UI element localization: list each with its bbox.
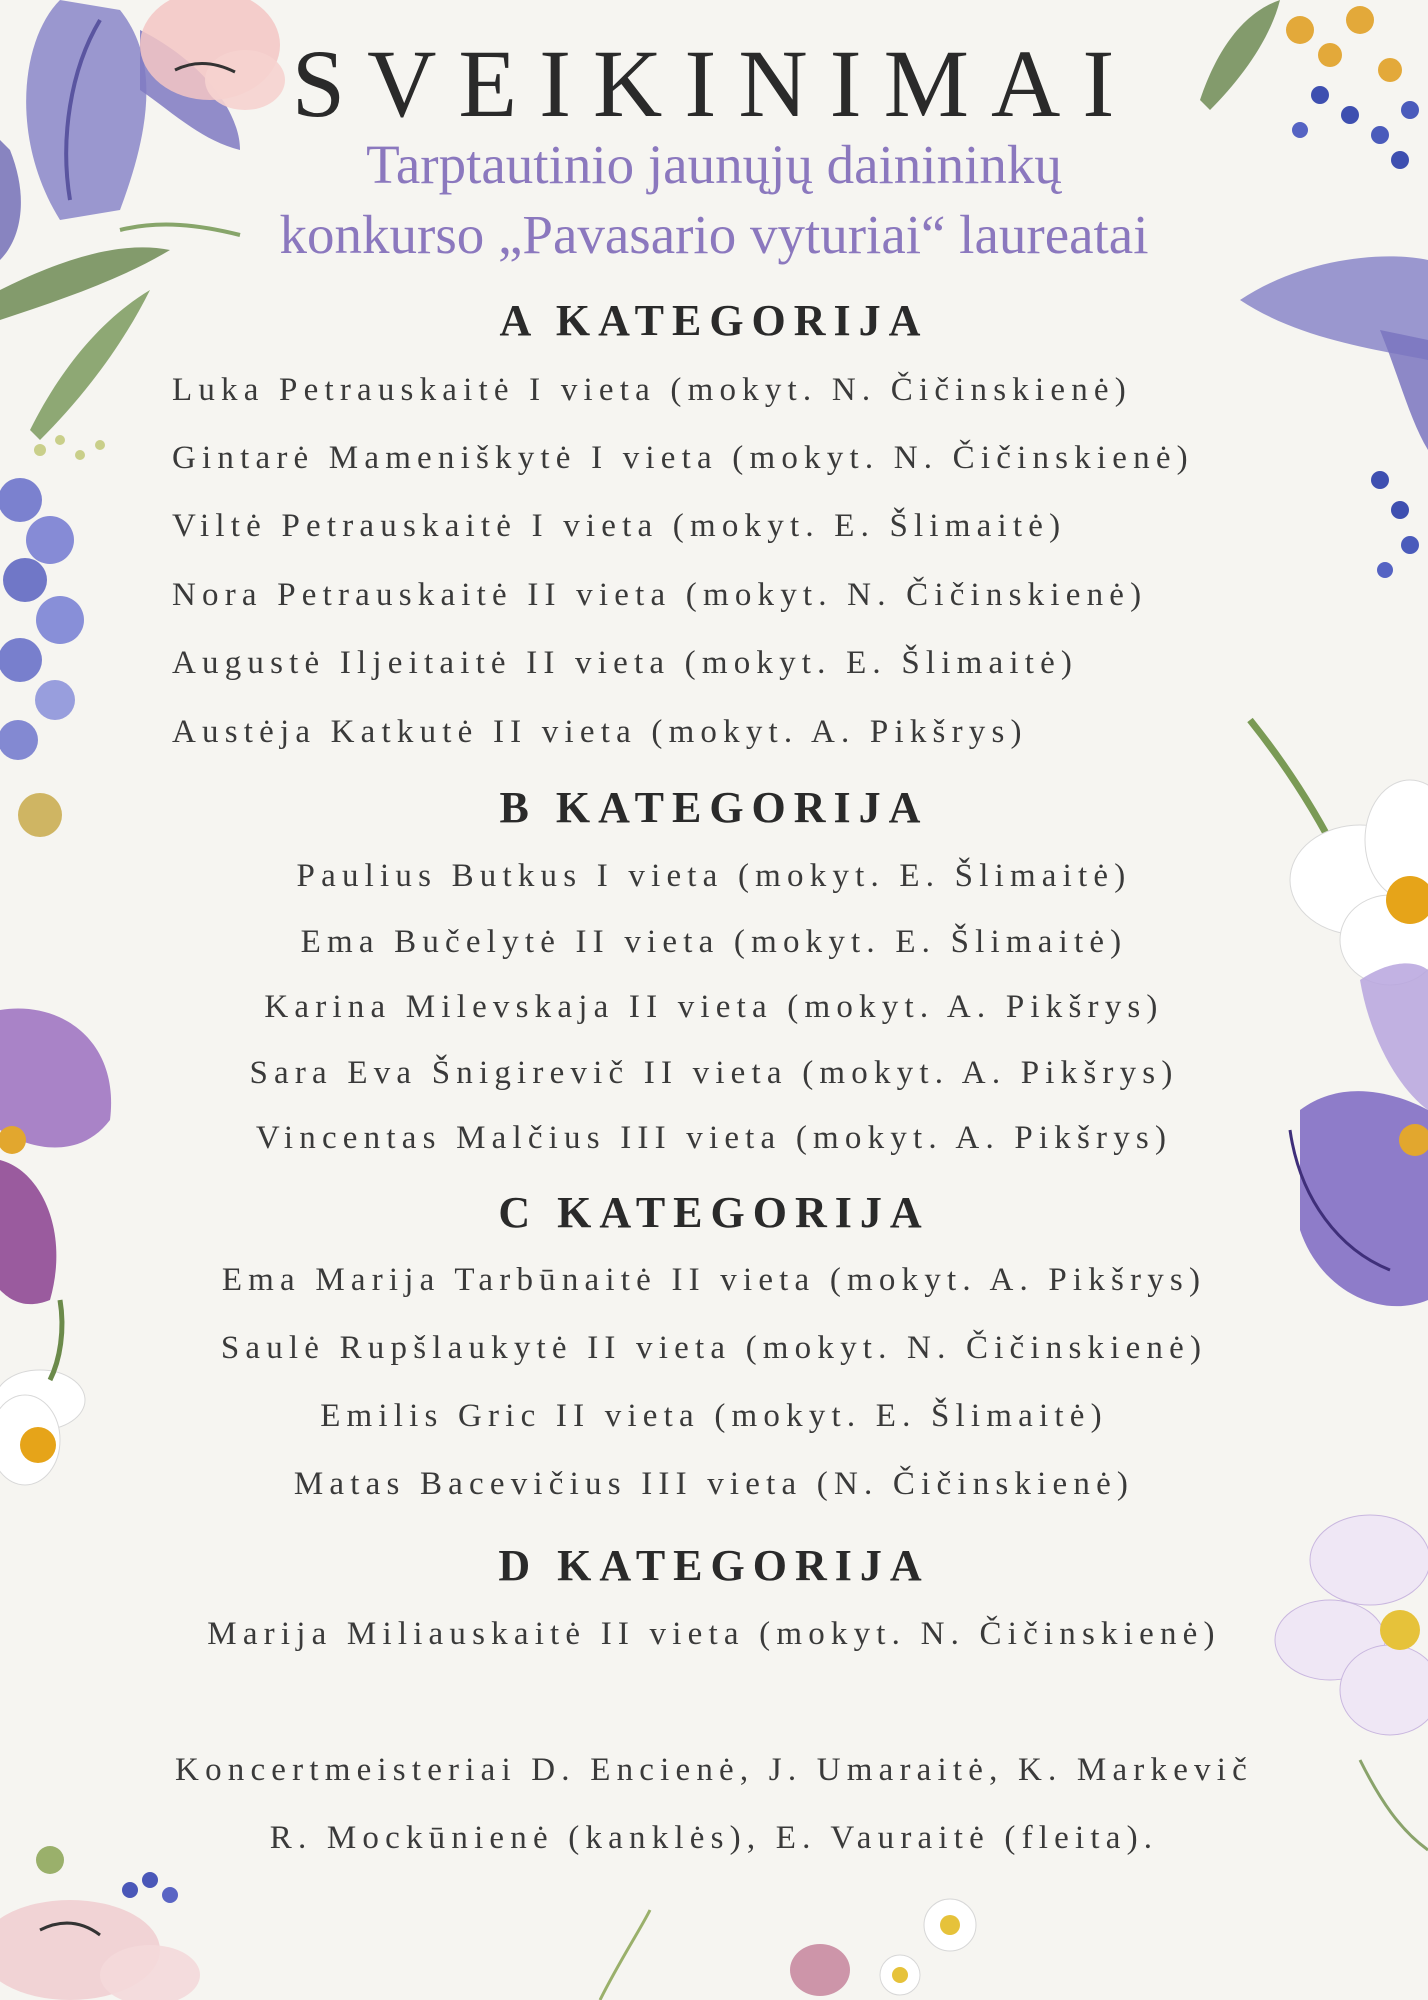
category-c-heading: C KATEGORIJA <box>498 1188 930 1237</box>
list-item: Vincentas Malčius III vieta (mokyt. A. Pikšrys) <box>255 1120 1173 1156</box>
list-item: Viltė Petrauskaitė I vieta (mokyt. E. Šlimaitė) <box>172 508 1067 544</box>
list-item: Marija Miliauskaitė II vieta (mokyt. N. Čičinskienė) <box>207 1616 1221 1652</box>
list-item: Gintarė Mameniškytė I vieta (mokyt. N. Čičinskienė) <box>172 440 1194 476</box>
subtitle-line-1: Tarptautinio jaunųjų dainininkų <box>366 134 1062 195</box>
list-item: Matas Bacevičius III vieta (N. Čičinskienė) <box>293 1466 1135 1502</box>
list-item: Luka Petrauskaitė I vieta (mokyt. N. Čičinskienė) <box>172 372 1132 408</box>
category-a-heading: A KATEGORIJA <box>499 296 929 345</box>
list-item: Saulė Rupšlaukytė II vieta (mokyt. N. Čičinskienė) <box>220 1330 1208 1366</box>
list-item: Ema Marija Tarbūnaitė II vieta (mokyt. A. Pikšrys) <box>221 1262 1207 1298</box>
list-item: Austėja Katkutė II vieta (mokyt. A. Pikšrys) <box>172 714 1028 750</box>
list-item: Augustė Iljeitaitė II vieta (mokyt. E. Šlimaitė) <box>172 645 1079 681</box>
list-item: Nora Petrauskaitė II vieta (mokyt. N. Čičinskienė) <box>172 577 1148 613</box>
list-item: Paulius Butkus I vieta (mokyt. E. Šlimaitė) <box>296 858 1132 894</box>
list-item: Karina Milevskaja II vieta (mokyt. A. Pikšrys) <box>264 989 1164 1025</box>
subtitle <box>160 130 1268 270</box>
list-item: Emilis Gric II vieta (mokyt. E. Šlimaitė) <box>320 1398 1108 1434</box>
page-title: SVEIKINIMAI <box>291 30 1137 137</box>
list-item: Sara Eva Šnigirevič II vieta (mokyt. A. Pikšrys) <box>249 1055 1179 1091</box>
subtitle-line-2: konkurso „Pavasario vyturiai“ laureatai <box>279 204 1149 265</box>
footer-accompanists-line-2: R. Mockūnienė (kanklės), E. Vauraitė (fleita). <box>269 1820 1159 1856</box>
footer-accompanists-line-1: Koncertmeisteriai D. Encienė, J. Umaraitė, K. Markevič <box>175 1752 1253 1788</box>
category-b-heading: B KATEGORIJA <box>499 783 929 832</box>
list-item: Ema Bučelytė II vieta (mokyt. E. Šlimaitė) <box>300 924 1128 960</box>
category-d-heading: D KATEGORIJA <box>498 1541 930 1590</box>
